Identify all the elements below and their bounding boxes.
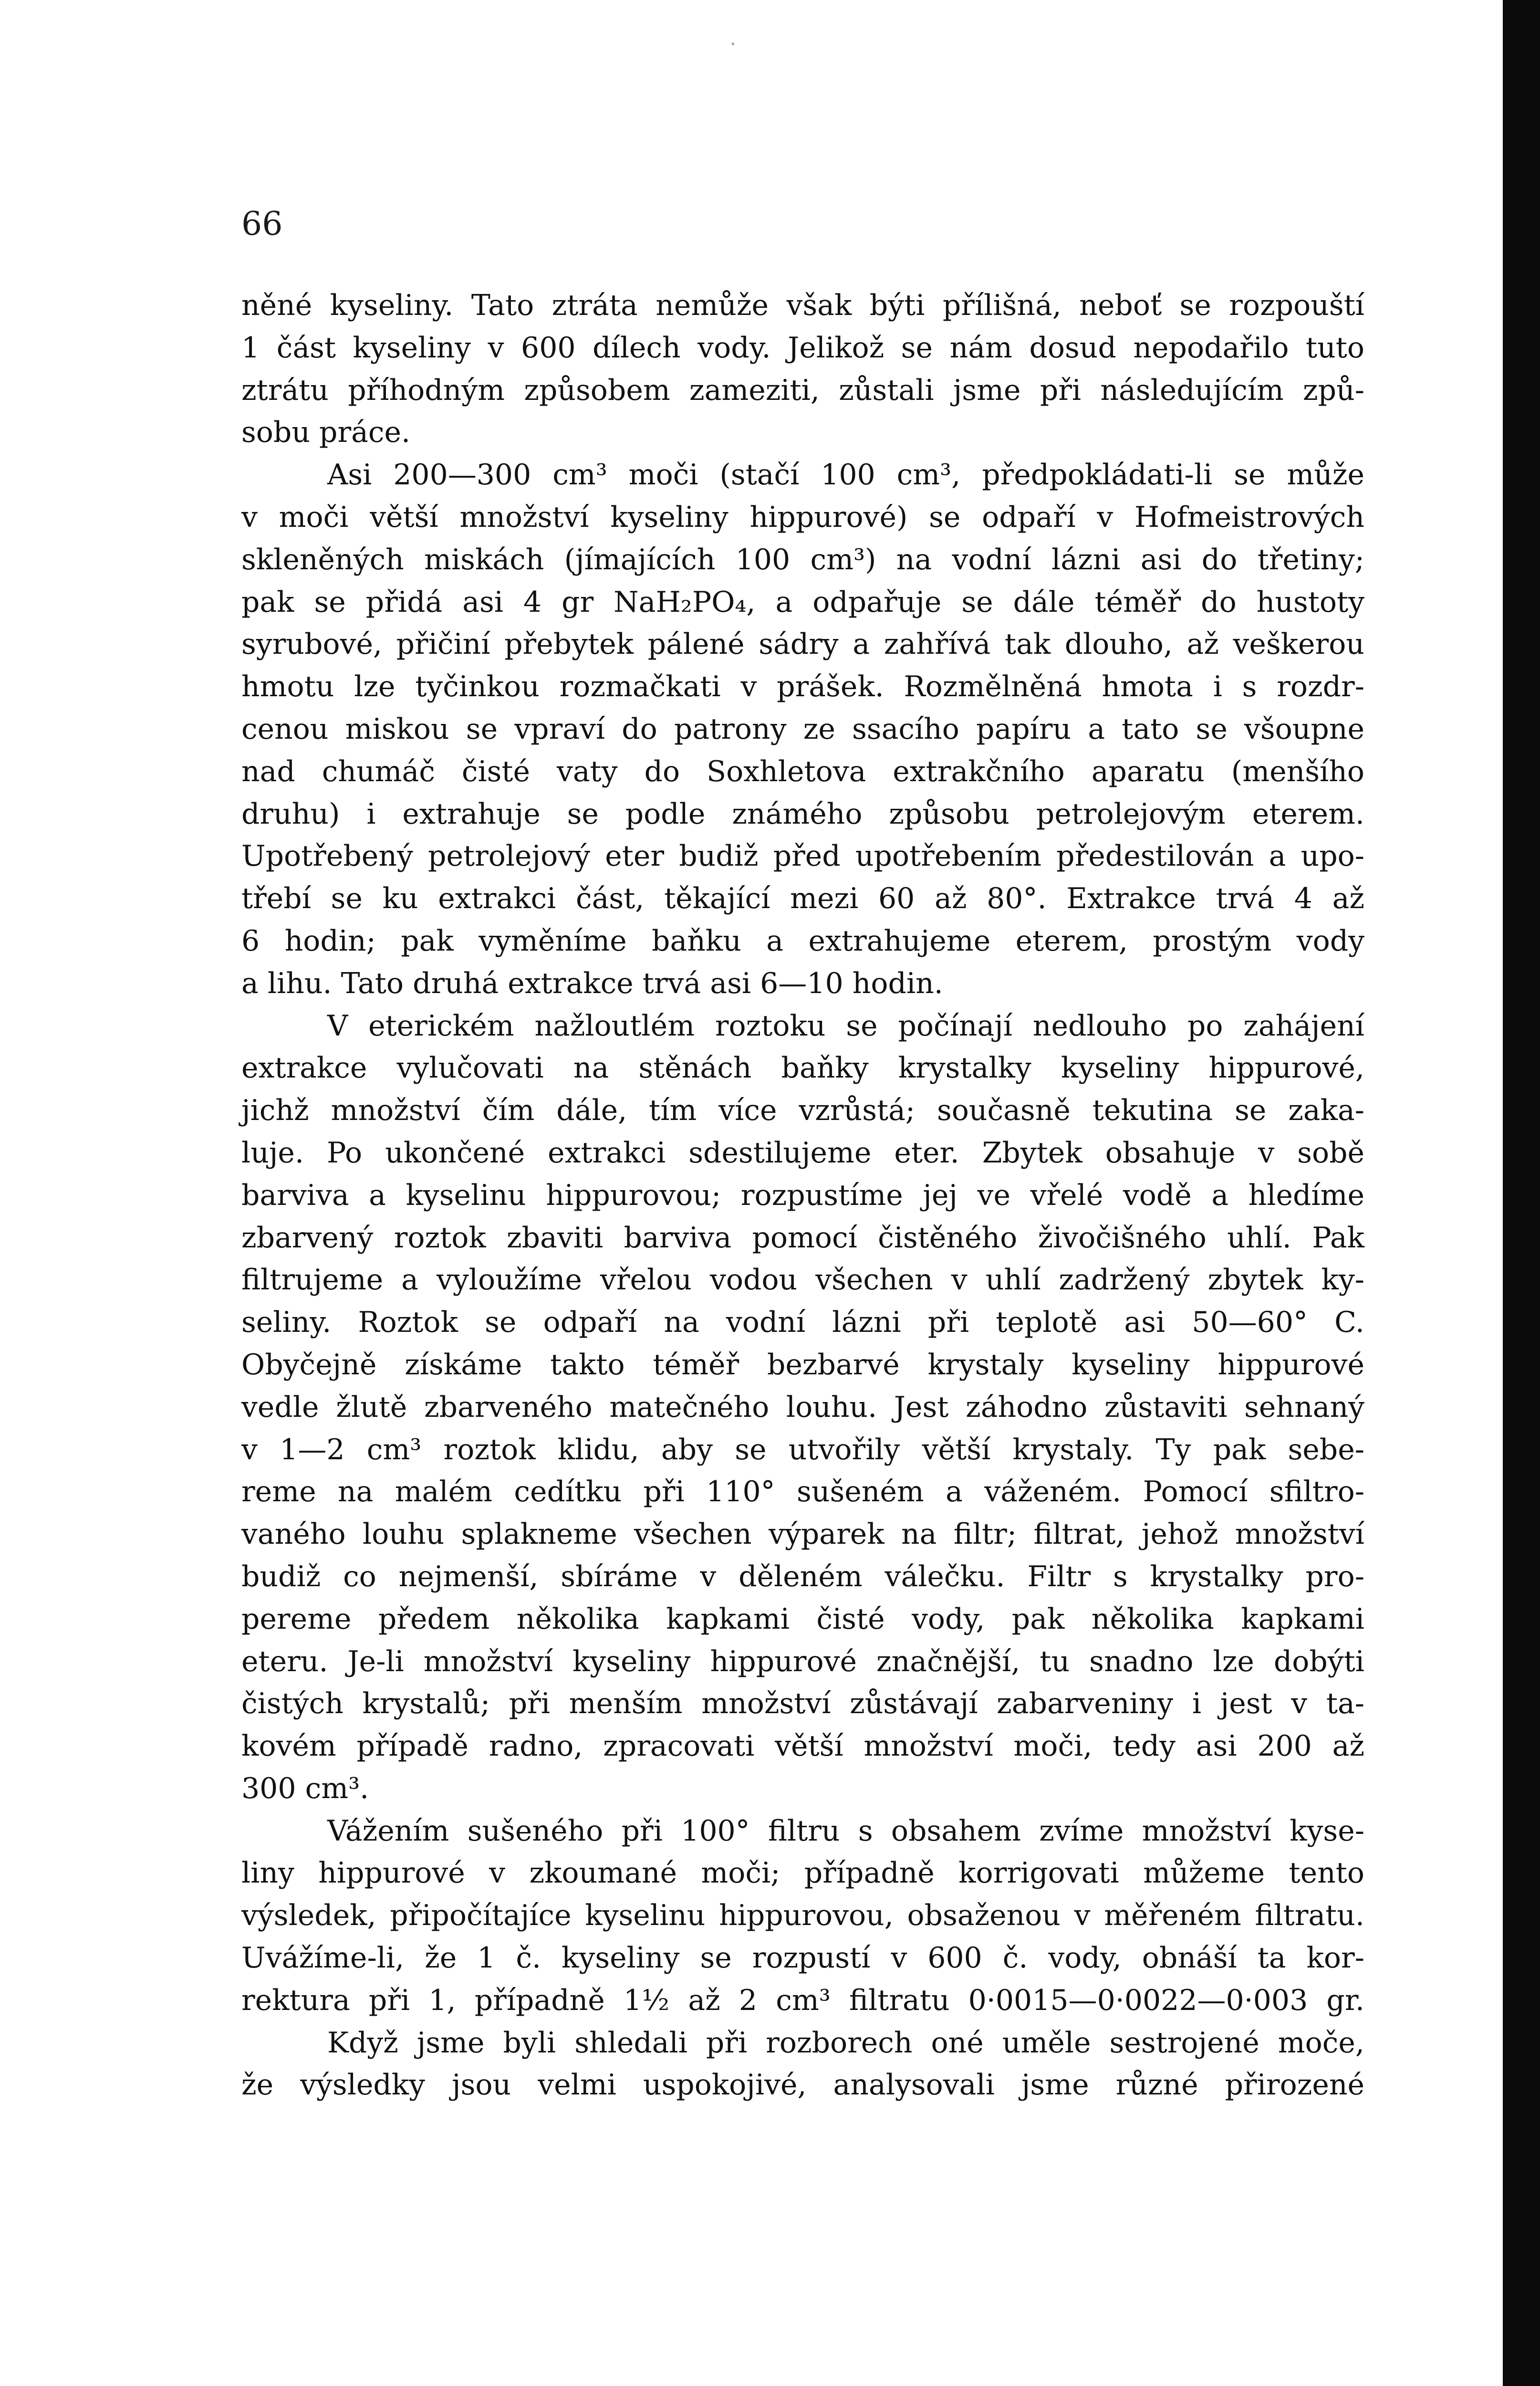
text-line: rektura při 1, případně 1½ až 2 cm³ filtratu 0·0015—0·0022—0·003 gr. — [241, 1983, 1364, 2017]
text-line: Když jsme byli shledali při rozborech oné uměle sestrojené moče, — [327, 2026, 1364, 2060]
text-line: vaného louhu splakneme všechen výparek na filtr; filtrat, jehož množství — [241, 1517, 1364, 1551]
text-line: Obyčejně získáme takto téměř bezbarvé krystaly kyseliny hippurové — [241, 1348, 1364, 1381]
body-text — [241, 284, 1364, 2106]
text-line: syrubové, přičiní přebytek pálené sádry a zahřívá tak dlouho, až veškerou — [241, 628, 1364, 661]
text-line: sobu práce. — [241, 416, 411, 450]
text-line: ztrátu příhodným způsobem zameziti, zůstali jsme při následujícím způ- — [241, 373, 1364, 407]
text-line: Uvážíme-li, že 1 č. kyseliny se rozpustí v 600 č. vody, obnáší ta kor- — [241, 1941, 1364, 1975]
text-line: extrakce vylučovati na stěnách baňky krystalky kyseliny hippurové, — [241, 1051, 1364, 1085]
text-line: eteru. Je-li množství kyseliny hippurové značnější, tu snadno lze dobýti — [241, 1644, 1364, 1678]
text-line: V eterickém nažloutlém roztoku se počínají nedlouho po zahájení — [327, 1009, 1364, 1043]
text-line: reme na malém cedítku při 110° sušeném a váženém. Pomocí sfiltro- — [241, 1475, 1364, 1509]
text-line: skleněných miskách (jímajících 100 cm³) na vodní lázni asi do třetiny; — [241, 543, 1364, 576]
text-line: čistých krystalů; při menším množství zůstávají zabarveniny i jest v ta- — [241, 1687, 1364, 1721]
text-line: zbarvený roztok zbaviti barviva pomocí čistěného živočišného uhlí. Pak — [241, 1221, 1364, 1255]
text-line: barviva a kyselinu hippurovou; rozpustíme jej ve vřelé vodě a hledíme — [241, 1178, 1364, 1212]
text-line: 6 hodin; pak vyměníme baňku a extrahujeme eterem, prostým vody — [241, 924, 1364, 958]
text-line: 1 část kyseliny v 600 dílech vody. Jelikož se nám dosud nepodařilo tuto — [241, 331, 1364, 365]
text-line: 300 cm³. — [241, 1771, 369, 1805]
scan-dark-edge — [1503, 0, 1540, 2386]
page-number: 66 — [241, 205, 283, 243]
text-line: v moči větší množství kyseliny hippurové) se odpaří v Hofmeistrových — [241, 500, 1364, 534]
text-line: výsledek, připočítajíce kyselinu hippurovou, obsaženou v měřeném filtratu. — [241, 1899, 1364, 1933]
text-line: vedle žlutě zbarveného matečného louhu. Jest záhodno zůstaviti sehnaný — [241, 1390, 1364, 1424]
text-line: Vážením sušeného při 100° filtru s obsahem zvíme množství kyse- — [327, 1814, 1364, 1848]
text-line: pereme předem několika kapkami čisté vody, pak několika kapkami — [241, 1602, 1364, 1636]
text-line: v 1—2 cm³ roztok klidu, aby se utvořily větší krystaly. Ty pak sebe- — [241, 1433, 1364, 1466]
text-line: seliny. Roztok se odpaří na vodní lázni při teplotě asi 50—60° C. — [241, 1306, 1364, 1340]
text-line: něné kyseliny. Tato ztráta nemůže však býti přílišná, neboť se rozpouští — [241, 289, 1364, 322]
text-line: nad chumáč čisté vaty do Soxhletova extrakčního aparatu (menšího — [241, 754, 1364, 788]
text-line: kovém případě radno, zpracovati větší množství moči, tedy asi 200 až — [241, 1729, 1364, 1763]
text-line: hmotu lze tyčinkou rozmačkati v prášek. Rozmělněná hmota i s rozdr- — [241, 670, 1364, 704]
text-line: budiž co nejmenší, sbíráme v děleném válečku. Filtr s krystalky pro- — [241, 1559, 1364, 1593]
text-line: liny hippurové v zkoumané moči; případně korrigovati můžeme tento — [241, 1856, 1364, 1890]
text-line: druhu) i extrahuje se podle známého způsobu petrolejovým eterem. — [241, 797, 1364, 831]
scan-speck: · — [730, 33, 736, 55]
text-line: jichž množství čím dále, tím více vzrůstá; současně tekutina se zaka- — [241, 1094, 1364, 1128]
text-line: luje. Po ukončené extrakci sdestilujeme eter. Zbytek obsahuje v sobě — [241, 1136, 1364, 1170]
text-line: že výsledky jsou velmi uspokojivé, analysovali jsme různé přirozené — [241, 2068, 1364, 2102]
text-line: Asi 200—300 cm³ moči (stačí 100 cm³, předpokládati-li se může — [327, 458, 1364, 492]
text-line: pak se přidá asi 4 gr NaH₂PO₄, a odpařuje se dále téměř do hustoty — [241, 585, 1364, 619]
text-line: Upotřebený petrolejový eter budiž před upotřebením předestilován a upo- — [241, 839, 1364, 873]
text-line: a lihu. Tato druhá extrakce trvá asi 6—10 hodin. — [241, 966, 943, 1000]
text-line: filtrujeme a vyloužíme vřelou vodou všechen v uhlí zadržený zbytek ky- — [241, 1263, 1364, 1297]
text-line: cenou miskou se vpraví do patrony ze ssacího papíru a tato se všoupne — [241, 712, 1364, 746]
text-line: třebí se ku extrakci část, těkající mezi 60 až 80°. Extrakce trvá 4 až — [241, 882, 1364, 916]
